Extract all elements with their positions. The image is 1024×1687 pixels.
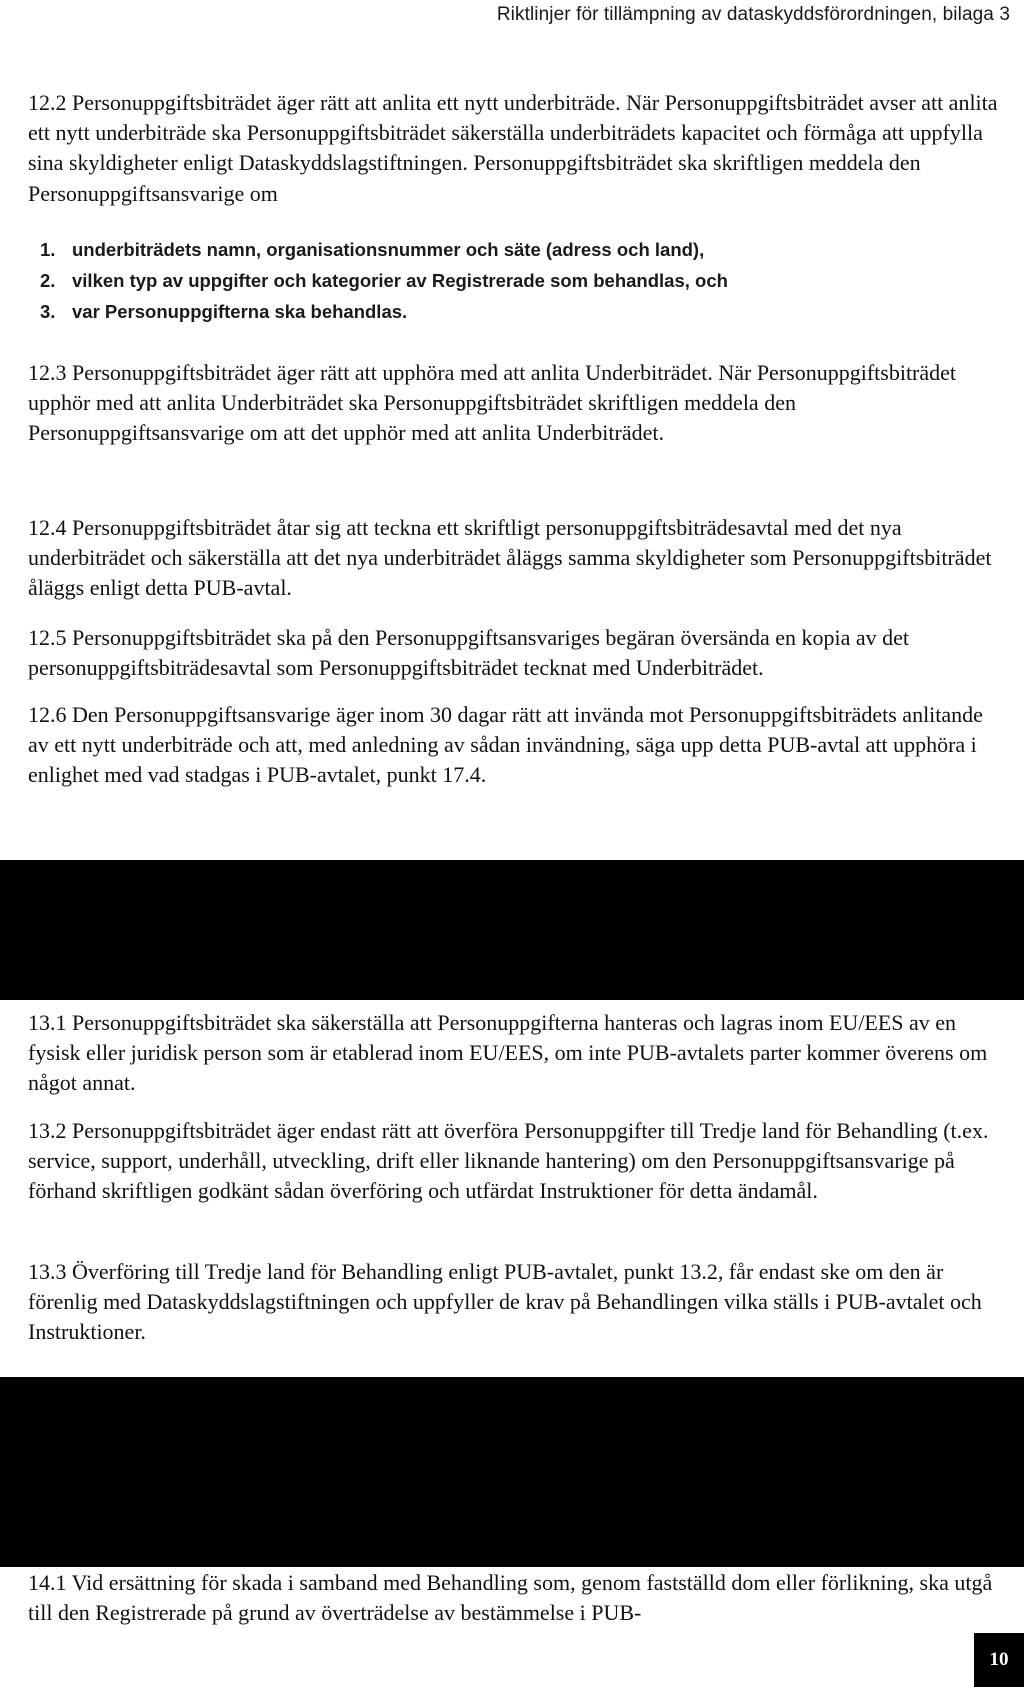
list-item-number: 3. — [40, 301, 56, 322]
list-item — [28, 234, 1006, 265]
paragraph-13-2: 13.2 Personuppgiftsbiträdet äger endast rätt att överföra Personuppgifter till Tredje land för Behandling (t.ex. service, support, underhåll, utveckling, drift eller liknande hantering) om den Personuppgiftsansvarige på förhand skriftligen godkänt sådan överföring och utfärdat Instruktioner för detta ändamål. — [28, 1118, 989, 1204]
list-item-text: var Personuppgifterna ska behandlas. — [72, 301, 408, 322]
paragraph-12-5: 12.5 Personuppgiftsbiträdet ska på den Personuppgiftsansvariges begäran översända en kopia av det personuppgiftsbiträdesavtal som Personuppgiftsbiträdet tecknat med Underbiträdet. — [28, 625, 909, 681]
paragraph-12-4: 12.4 Personuppgiftsbiträdet åtar sig att teckna ett skriftligt personuppgiftsbiträdesavtal med det nya underbiträdet och säkerställa att det nya underbiträdet åläggs samma skyldigheter som Personuppgiftsbiträdet åläggs enligt detta PUB-avtal. — [28, 515, 992, 601]
list-item — [28, 296, 1006, 327]
paragraph-12-2: 12.2 Personuppgiftsbiträdet äger rätt att anlita ett nytt underbiträde. När Personuppgiftsbiträdet avser att anlita ett nytt underbiträde ska Personuppgiftsbiträdet säkerställa underbiträdets kapacitet och förmåga att uppfylla sina skyldigheter enligt Dataskyddslagstiftningen. Personuppgiftsbiträdet ska skriftligen meddela den Personuppgiftsansvarige om — [28, 90, 998, 206]
list-item-text: vilken typ av uppgifter och kategorier av Registrerade som behandlas, och — [72, 270, 728, 291]
running-header: Riktlinjer för tillämpning av dataskyddsförordningen, bilaga 3 — [496, 4, 1010, 25]
paragraph-14-1: 14.1 Vid ersättning för skada i samband med Behandling som, genom fastställd dom eller förlikning, ska utgå till den Registrerade på grund av överträdelse av bestämmelse i PUB- — [28, 1570, 993, 1626]
list-item-number: 1. — [40, 239, 56, 260]
paragraph-12-3: 12.3 Personuppgiftsbiträdet äger rätt att upphöra med att anlita Underbiträdet. När Personuppgiftsbiträdet upphör med att anlita Underbiträdet ska Personuppgiftsbiträdet skriftligen meddela den Personuppgiftsansvarige om att det upphör med att anlita Underbiträdet. — [28, 360, 957, 446]
list-item-text: underbiträdets namn, organisationsnummer och säte (adress och land), — [72, 239, 705, 260]
subprocessor-info-list — [28, 234, 1006, 327]
paragraph-13-3: 13.3 Överföring till Tredje land för Behandling enligt PUB-avtalet, punkt 13.2, får endast ske om den är förenlig med Dataskyddslagstiftningen och uppfyller de krav på Behandlingen vilka ställs i PUB-avtalet och Instruktioner. — [28, 1259, 982, 1345]
paragraph-12-6: 12.6 Den Personuppgiftsansvarige äger inom 30 dagar rätt att invända mot Personuppgiftsbiträdets anlitande av ett nytt underbiträde och att, med anledning av sådan invändning, säga upp detta PUB-avtal att upphöra i enlighet med vad stadgas i PUB-avtalet, punkt 17.4. — [28, 702, 983, 788]
list-item — [28, 265, 1006, 296]
list-item-number: 2. — [40, 270, 56, 291]
redacted-heading-band — [0, 860, 1024, 1000]
paragraph-13-1: 13.1 Personuppgiftsbiträdet ska säkerställa att Personuppgifterna hanteras och lagras inom EU/EES av en fysisk eller juridisk person som är etablerad inom EU/EES, om inte PUB-avtalets parter kommer överens om något annat. — [28, 1010, 988, 1096]
redacted-heading-band — [0, 1377, 1024, 1567]
page-number: 10 — [974, 1633, 1024, 1687]
